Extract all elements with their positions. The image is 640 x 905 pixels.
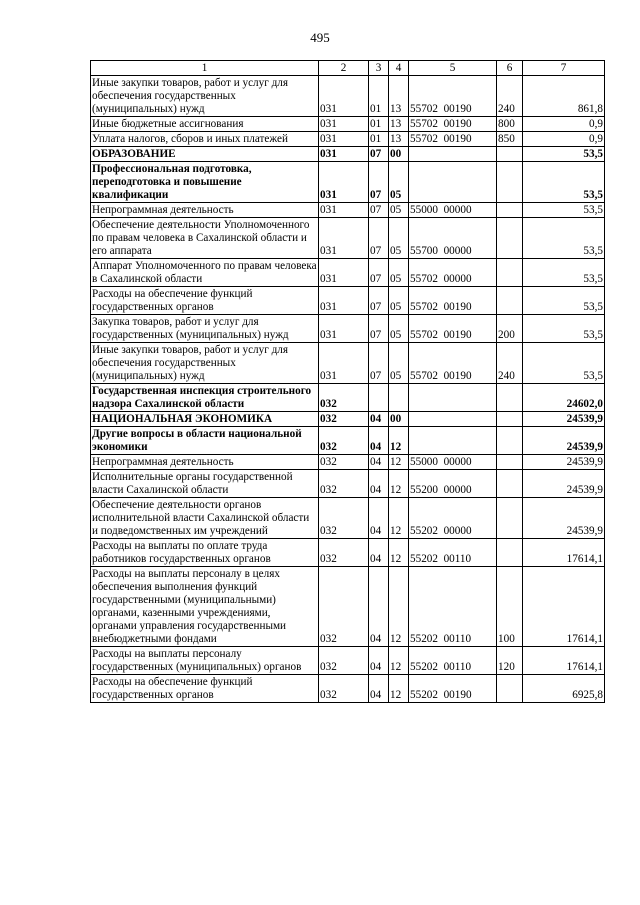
row-section-cell: 04 — [369, 567, 389, 647]
row-expense-type-cell — [497, 675, 523, 703]
row-admin-code-cell: 031 — [319, 162, 369, 203]
row-amount-cell: 861,8 — [523, 76, 605, 117]
row-expense-type-cell: 200 — [497, 315, 523, 343]
row-amount-cell: 6925,8 — [523, 675, 605, 703]
row-admin-code-cell: 031 — [319, 259, 369, 287]
table-row — [91, 470, 605, 498]
row-amount-cell: 53,5 — [523, 315, 605, 343]
row-name-cell: Аппарат Уполномоченного по правам человека в Сахалинской области — [92, 260, 317, 285]
row-amount-cell: 0,9 — [523, 117, 605, 132]
row-section-cell: 04 — [369, 427, 389, 455]
row-target-article-cell: 55202 00110 — [409, 647, 497, 675]
row-section-cell: 01 — [369, 117, 389, 132]
table-body — [91, 76, 605, 703]
row-target-article-cell — [409, 162, 497, 203]
row-name-cell: Иные бюджетные ассигнования — [91, 117, 319, 132]
row-target-article-cell: 55202 00110 — [409, 539, 497, 567]
row-amount-cell: 24539,9 — [523, 455, 605, 470]
row-expense-type-cell: 240 — [497, 343, 523, 384]
row-name-cell: Расходы на выплаты персоналу в целях обеспечения выполнения функций государственными (муниципальными) органами, казенными учреждениями, органами управления государственными внебюджетными фондами — [91, 567, 319, 647]
row-section-cell: 04 — [369, 412, 389, 427]
row-subsection-cell: 12 — [389, 455, 409, 470]
row-admin-code-cell: 032 — [319, 647, 369, 675]
row-target-article-cell — [409, 147, 497, 162]
row-section-cell: 07 — [369, 343, 389, 384]
row-target-article-cell: 55702 00190 — [409, 76, 497, 117]
row-target-article-cell: 55702 00190 — [409, 132, 497, 147]
row-amount-cell: 24539,9 — [523, 470, 605, 498]
row-subsection-cell: 12 — [389, 675, 409, 703]
header-row — [91, 61, 605, 76]
table-row — [91, 147, 605, 162]
table-row — [91, 343, 605, 384]
row-name-cell: Профессиональная подготовка, переподготовка и повышение квалификации — [91, 162, 319, 203]
row-admin-code-cell: 031 — [319, 343, 369, 384]
row-subsection-cell: 05 — [389, 218, 409, 259]
row-section-cell: 04 — [369, 647, 389, 675]
row-subsection-cell: 05 — [389, 203, 409, 218]
table-row — [91, 132, 605, 147]
row-expense-type-cell: 120 — [497, 647, 523, 675]
table-row — [91, 427, 605, 455]
row-expense-type-cell — [497, 287, 523, 315]
row-expense-type-cell — [497, 539, 523, 567]
row-subsection-cell: 13 — [389, 132, 409, 147]
row-amount-cell: 53,5 — [523, 218, 605, 259]
row-expense-type-cell — [497, 162, 523, 203]
row-expense-type-cell — [497, 147, 523, 162]
table-row — [91, 117, 605, 132]
row-admin-code-cell: 031 — [319, 147, 369, 162]
budget-table — [90, 60, 605, 703]
row-name-cell: Расходы на обеспечение функций государственных органов — [91, 287, 319, 315]
header-col-5: 5 — [409, 61, 497, 76]
row-admin-code-cell: 032 — [319, 427, 369, 455]
row-subsection-cell: 05 — [389, 287, 409, 315]
row-subsection-cell: 05 — [389, 315, 409, 343]
header-col-4: 4 — [389, 61, 409, 76]
table-row — [91, 455, 605, 470]
table-row — [91, 203, 605, 218]
row-name-cell: Иные закупки товаров, работ и услуг для обеспечения государственных (муниципальных) нужд — [91, 76, 319, 117]
row-expense-type-cell: 100 — [497, 567, 523, 647]
row-target-article-cell: 55702 00190 — [409, 287, 497, 315]
row-target-article-cell: 55000 00000 — [409, 203, 497, 218]
table-row — [91, 218, 605, 259]
row-admin-code-cell: 032 — [319, 470, 369, 498]
row-target-article-cell — [409, 412, 497, 427]
row-target-article-cell: 55000 00000 — [409, 455, 497, 470]
row-admin-code-cell: 032 — [319, 412, 369, 427]
row-amount-cell: 53,5 — [523, 287, 605, 315]
row-name-cell: Исполнительные органы государственной власти Сахалинской области — [91, 470, 319, 498]
row-admin-code-cell: 031 — [319, 117, 369, 132]
row-section-cell: 07 — [369, 147, 389, 162]
row-target-article-cell: 55700 00000 — [409, 218, 497, 259]
row-target-article-cell: 55702 00190 — [409, 343, 497, 384]
row-name-cell: Расходы на выплаты персоналу государственных (муниципальных) органов — [91, 647, 319, 675]
row-subsection-cell: 12 — [389, 647, 409, 675]
row-name-cell: Уплата налогов, сборов и иных платежей — [91, 132, 319, 147]
row-section-cell: 07 — [369, 315, 389, 343]
row-subsection-cell: 05 — [389, 343, 409, 384]
table-row — [91, 162, 605, 203]
row-section-cell: 01 — [369, 76, 389, 117]
row-section-cell: 07 — [369, 218, 389, 259]
row-name-cell: Непрограммная деятельность — [91, 455, 319, 470]
row-amount-cell: 24539,9 — [523, 412, 605, 427]
row-section-cell: 04 — [369, 498, 389, 539]
row-amount-cell: 0,9 — [523, 132, 605, 147]
row-subsection-cell: 12 — [389, 567, 409, 647]
row-admin-code-cell: 032 — [319, 498, 369, 539]
row-section-cell: 07 — [369, 259, 389, 287]
row-amount-cell: 17614,1 — [523, 647, 605, 675]
row-expense-type-cell — [497, 498, 523, 539]
row-expense-type-cell — [497, 203, 523, 218]
row-name-cell: Обеспечение деятельности Уполномоченного по правам человека в Сахалинской области и его аппарата — [91, 218, 319, 259]
row-admin-code-cell: 031 — [319, 203, 369, 218]
row-section-cell: 07 — [369, 162, 389, 203]
row-admin-code-cell: 031 — [319, 315, 369, 343]
row-subsection-cell: 05 — [389, 162, 409, 203]
row-section-cell: 07 — [369, 203, 389, 218]
row-name-cell: Иные закупки товаров, работ и услуг для обеспечения государственных (муниципальных) нужд — [91, 343, 319, 384]
row-name-cell: Обеспечение деятельности органов исполнительной власти Сахалинской области и подведомственных им учреждений — [91, 498, 319, 539]
row-target-article-cell: 55202 00000 — [409, 498, 497, 539]
row-section-cell: 07 — [369, 287, 389, 315]
row-section-cell: 04 — [369, 539, 389, 567]
row-section-cell — [369, 384, 389, 412]
row-expense-type-cell: 800 — [497, 117, 523, 132]
row-name-cell: Другие вопросы в области национальной экономики — [91, 427, 319, 455]
row-expense-type-cell — [497, 218, 523, 259]
row-name-cell: Непрограммная деятельность — [91, 203, 319, 218]
row-subsection-cell: 12 — [389, 427, 409, 455]
table-row — [91, 76, 605, 117]
row-name-cell: ОБРАЗОВАНИЕ — [91, 147, 319, 162]
row-admin-code-cell: 032 — [319, 455, 369, 470]
header-col-6: 6 — [497, 61, 523, 76]
row-target-article-cell: 55202 00110 — [409, 567, 497, 647]
row-expense-type-cell: 240 — [497, 76, 523, 117]
row-admin-code-cell: 031 — [319, 218, 369, 259]
row-section-cell: 01 — [369, 132, 389, 147]
row-target-article-cell — [409, 427, 497, 455]
table-row — [91, 384, 605, 412]
table-row — [91, 498, 605, 539]
table-row — [91, 412, 605, 427]
row-target-article-cell: 55702 00000 — [409, 259, 497, 287]
row-expense-type-cell — [497, 470, 523, 498]
header-col-3: 3 — [369, 61, 389, 76]
row-subsection-cell: 00 — [389, 147, 409, 162]
row-amount-cell: 24539,9 — [523, 498, 605, 539]
row-expense-type-cell: 850 — [497, 132, 523, 147]
row-target-article-cell — [409, 384, 497, 412]
row-name-cell: Расходы на выплаты по оплате труда работников государственных органов — [91, 539, 319, 567]
row-admin-code-cell: 032 — [319, 384, 369, 412]
header-col-2: 2 — [319, 61, 369, 76]
row-amount-cell: 53,5 — [523, 259, 605, 287]
row-admin-code-cell: 031 — [319, 132, 369, 147]
table-row — [91, 259, 605, 287]
table-row — [91, 567, 605, 647]
row-expense-type-cell — [497, 412, 523, 427]
row-admin-code-cell: 031 — [319, 287, 369, 315]
row-expense-type-cell — [497, 259, 523, 287]
row-subsection-cell: 12 — [389, 539, 409, 567]
row-section-cell: 04 — [369, 455, 389, 470]
table-row — [91, 287, 605, 315]
row-subsection-cell: 13 — [389, 76, 409, 117]
row-expense-type-cell — [497, 427, 523, 455]
table-row — [91, 539, 605, 567]
row-subsection-cell: 12 — [389, 498, 409, 539]
row-expense-type-cell — [497, 384, 523, 412]
table-row — [91, 647, 605, 675]
row-subsection-cell: 05 — [389, 259, 409, 287]
row-target-article-cell: 55200 00000 — [409, 470, 497, 498]
row-target-article-cell: 55202 00190 — [409, 675, 497, 703]
row-admin-code-cell: 032 — [319, 567, 369, 647]
row-amount-cell: 53,5 — [523, 343, 605, 384]
table-row — [91, 315, 605, 343]
row-target-article-cell: 55702 00190 — [409, 117, 497, 132]
row-name-cell: НАЦИОНАЛЬНАЯ ЭКОНОМИКА — [91, 412, 319, 427]
row-amount-cell: 24539,9 — [523, 427, 605, 455]
row-name-cell: Закупка товаров, работ и услуг для государственных (муниципальных) нужд — [91, 315, 319, 343]
row-admin-code-cell: 031 — [319, 76, 369, 117]
row-section-cell: 04 — [369, 675, 389, 703]
row-amount-cell: 53,5 — [523, 147, 605, 162]
row-subsection-cell: 00 — [389, 412, 409, 427]
row-amount-cell: 24602,0 — [523, 384, 605, 412]
row-amount-cell: 17614,1 — [523, 567, 605, 647]
header-col-7: 7 — [523, 61, 605, 76]
row-subsection-cell: 13 — [389, 117, 409, 132]
page-number: 495 — [310, 30, 330, 45]
row-admin-code-cell: 032 — [319, 539, 369, 567]
row-admin-code-cell: 032 — [319, 675, 369, 703]
row-subsection-cell — [389, 384, 409, 412]
row-amount-cell: 53,5 — [523, 162, 605, 203]
table-row — [91, 675, 605, 703]
row-name-cell: Расходы на обеспечение функций государственных органов — [91, 675, 319, 703]
row-amount-cell: 17614,1 — [523, 539, 605, 567]
row-name-cell: Государственная инспекция строительного надзора Сахалинской области — [91, 384, 319, 412]
row-subsection-cell: 12 — [389, 470, 409, 498]
header-col-1: 1 — [91, 61, 319, 76]
row-target-article-cell: 55702 00190 — [409, 315, 497, 343]
row-expense-type-cell — [497, 455, 523, 470]
row-amount-cell: 53,5 — [523, 203, 605, 218]
row-section-cell: 04 — [369, 470, 389, 498]
